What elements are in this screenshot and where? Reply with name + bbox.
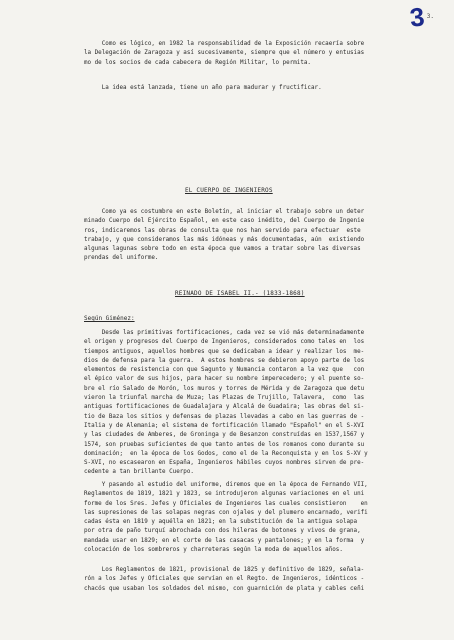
page-number: 3. bbox=[426, 13, 434, 20]
paragraph-idea: La idea está lanzada, tiene un año para madurar y fructificar. bbox=[84, 85, 322, 91]
paragraph-uniform: Y pasando al estudio del uniforme, diremos que en la época de Fernando VII, Reglamentos de 1819, 1821 y 1823, se introdujeron algunas variaciones en el uni forme de los Sres. Jefes y Oficiales de Ingenieros las cuales consistieron en las supresiones de las solapas negras con ojales y del plumero encarnado, verifi cadas ésta en 1819 y aquélla en 1821; en la substitución de la antigua solapa por otra de paño turquí abrochada con dos hileras de botones y vivos de grana, mandada usar en 1829; en el corte de las casacas y pantalones; y en la forma y colocación de los sombreros y charreteras según la moda de aquellos años. bbox=[84, 482, 368, 554]
reign-title: REINADO DE ISABEL II.- (1833-1868) bbox=[175, 290, 305, 297]
paragraph-history: Desde las primitivas fortificaciones, cada vez se vió más determinadamente el origen y progresos del Cuerpo de Ingenieros, considerados como tales en los tiempos antiguos, aquellos hombres que se dedicaban a idear y realizar los me- dios de defensa para la guerra. A estos hombres se debieron apoyo parte de los elementos de resistencia con que Sagunto y Numancia contaron a la vez que con el épico valor de sus hijos, para hacer su nombre imperecedero; y el puente so- bre el río Salado de Morón, los muros y torres de Mérida y de Zaragoza que detu vieron la triunfal marcha de Muza; las Plazas de Trujillo, Talavera, como las antiguas fortificaciones de Guadalajara y Alcalá de Guadaira; las obras del si- tio de Baza los sitios y defensas de plazas llevadas a cabo en las guerras de - Italia y de Alemania; el sistema de fortificación llamado "Español" en el S-XVI y las ciudades de Amberes, de Groninga y de Besanzon construídas en 1537,1567 y 1574, son pruebas suficientes de que tanto antes de los romanos como durante su dominación; en la época de los Godos, como el de la Reconquista y en los S-XV y S-XVI, no escasearon en España, Ingenieros hábiles cuyos nombres sirven de pre- cedente a tan brillante Cuerpo. bbox=[84, 330, 368, 476]
section-title: EL CUERPO DE INGENIEROS bbox=[185, 187, 273, 194]
page-number-stamp: 3 bbox=[407, 1, 426, 33]
paragraph-exposicion: Como es lógico, en 1982 la responsabilidad de la Exposición recaería sobre la Delegación de Zaragoza y así sucesivamente, siempre que el número y entusias mo de los socios de cada cabecera de Región Militar, lo permita. bbox=[84, 41, 365, 66]
paragraph-intro: Como ya es costumbre en este Boletín, al iniciar el trabajo sobre un deter minado Cuerpo del Ejército Español, en este caso inédito, del Cuerpo de Ingenie ros, indicaremos las obras de consulta que nos han servido para efectuar este trabajo, y que consideramos las más idóneas y más documentadas, aún existiendo algunas lagunas sobre todo en esta época que vamos a tratar sobre las diversas prendas del uniforme. bbox=[84, 209, 365, 262]
source-label: Según Giménez: bbox=[84, 315, 135, 322]
paragraph-reglamentos: Los Reglamentos de 1821, provisional de 1825 y definitivo de 1829, señala- rón a los Jefes y Oficiales que servían en el Regto. de Ingenieros, idénticos - chacós que usaban los soldados del mismo, con guarnición de plata y cables ceñi bbox=[84, 567, 365, 592]
